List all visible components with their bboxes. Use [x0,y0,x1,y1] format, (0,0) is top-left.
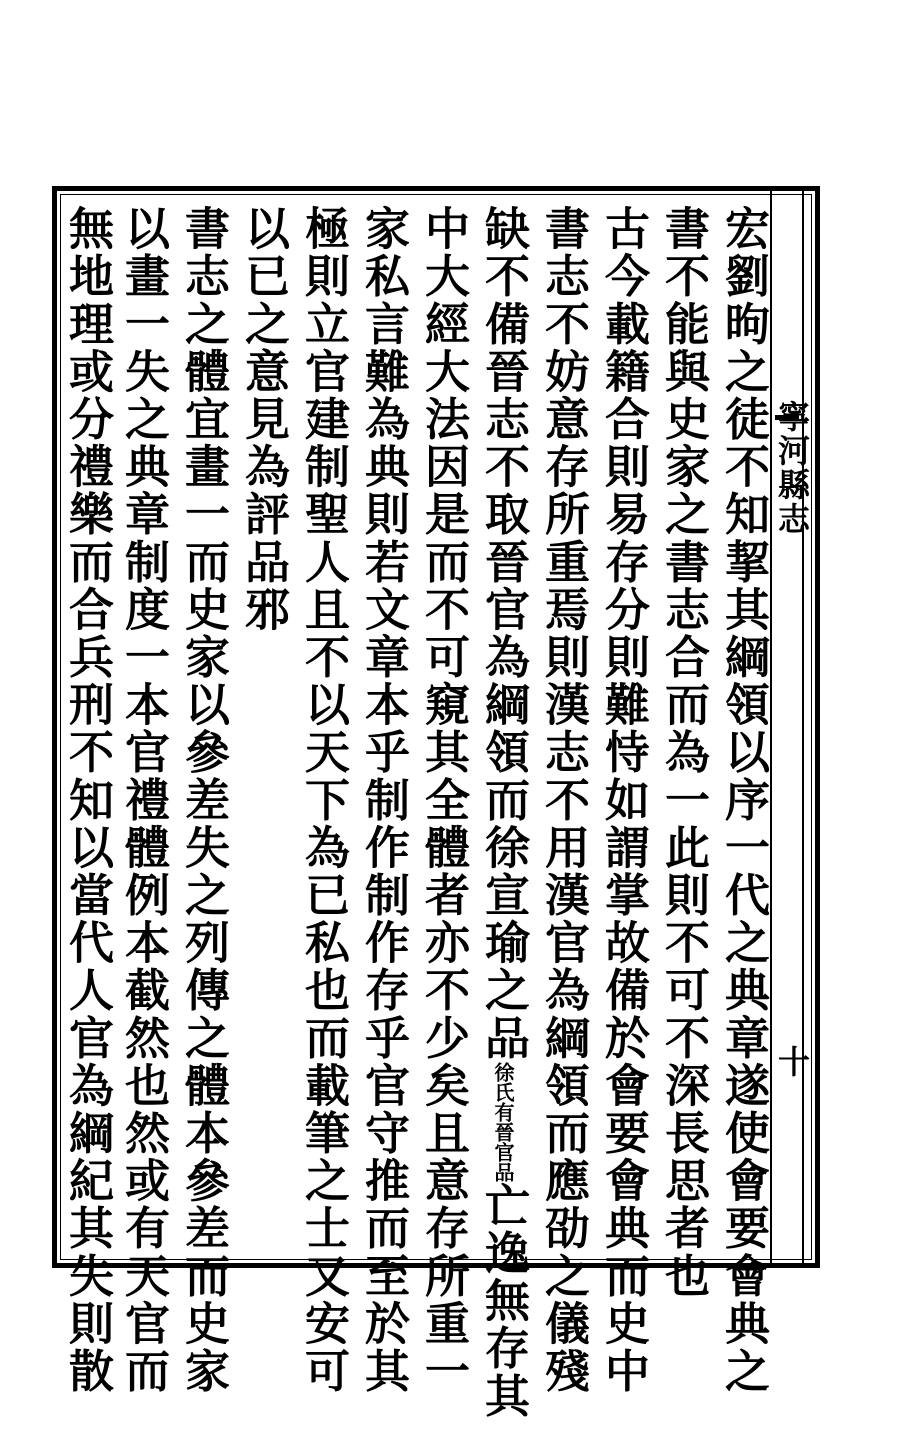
annotation-note-1: 徐氏有 [491,1061,515,1122]
text-column-5 [478,205,528,1420]
text-column-7: 家私言難為典則若文章本乎制作制作存乎官守推而至於其 [357,205,410,1395]
text-column-5-main: 缺不備晉志不取晉官為綱領而徐宣瑜之品 [477,205,530,1062]
text-column-5-tail: 亡逸無存其 [477,1181,530,1420]
annotation-note-2: 晉官品 [491,1121,515,1182]
text-column-10: 書志之體宜畫一而史家以參差失之列傳之體本參差而史家 [177,205,230,1395]
text-column-1: 宏劉昫之徒不知挈其綱領以序一代之典章遂使會要會典之 [717,205,770,1395]
text-column-3: 古今載籍合則易存分則難恃如謂掌故備於會要會典而史中 [597,205,650,1395]
text-column-4: 書志不妨意存所重焉則漢志不用漢官為綱領而應劭之儀殘 [537,205,590,1395]
fold-line-left [770,191,772,1263]
text-column-11: 以畫一失之典章制度一本官禮體例本截然也然或有天官而 [117,205,170,1395]
text-column-12: 無地理或分禮樂而合兵刑不知以當代人官為綱紀其失則散 [61,205,114,1395]
fold-line-right [802,191,804,1263]
fold-title: 寧河縣志 [773,400,811,536]
text-column-9: 以已之意見為評品邪 [237,205,290,634]
text-column-2: 書不能與史家之書志合而為一此則不可不深長思者也 [657,205,710,1300]
text-column-8: 極則立官建制聖人且不以天下為已私也而載筆之士又安可 [297,205,350,1395]
fold-page-number: 十 [773,1045,811,1079]
text-column-6: 中大經大法因是而不可窺其全體者亦不少矣且意存所重一 [417,205,470,1395]
